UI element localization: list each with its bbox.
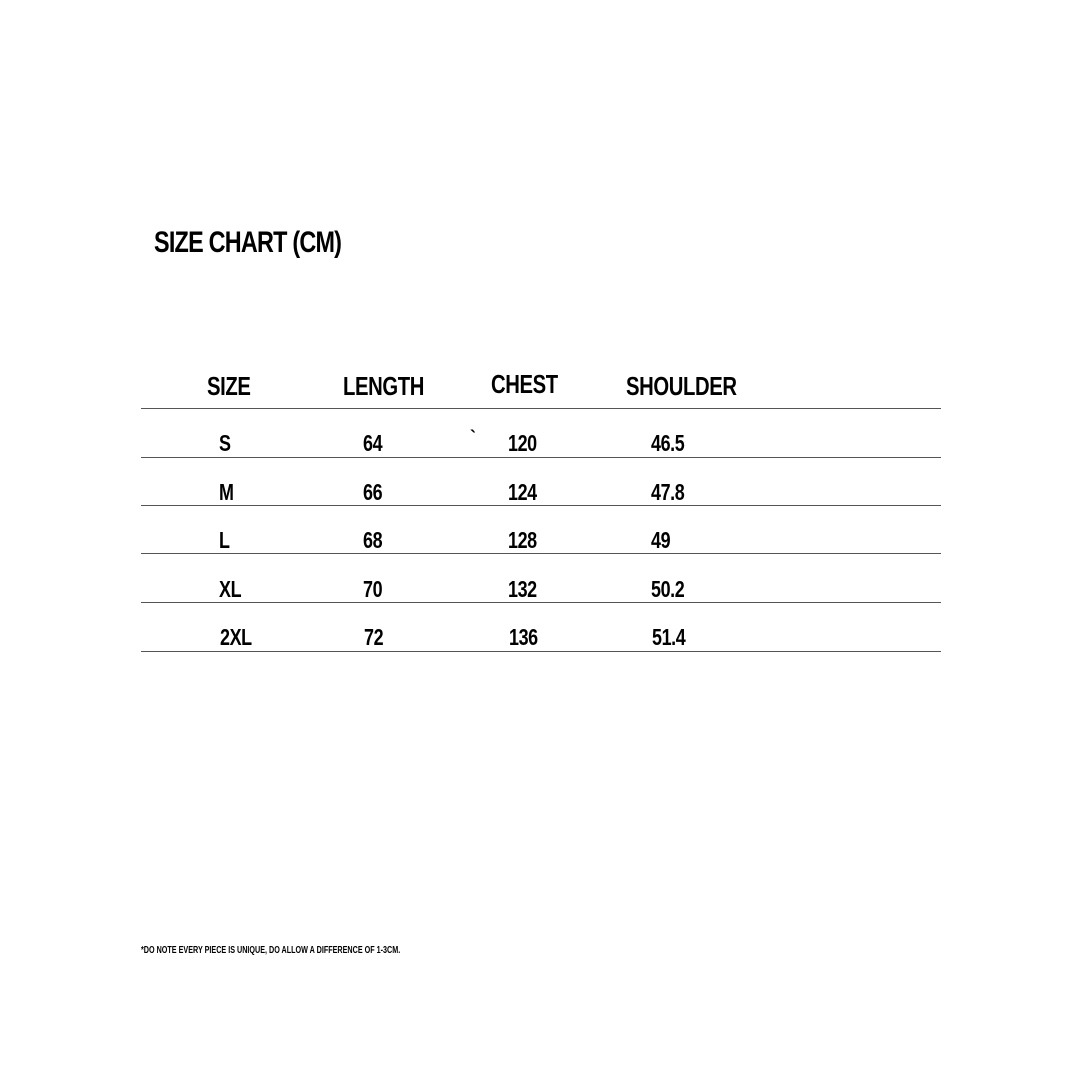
header-chest: CHEST — [491, 369, 558, 399]
table-divider — [141, 505, 941, 506]
row-shoulder: 51.4 — [652, 624, 686, 650]
row-size: XL — [219, 576, 242, 602]
table-divider — [141, 553, 941, 554]
header-size: SIZE — [207, 371, 251, 401]
row-length: 68 — [363, 527, 383, 553]
row-size: 2XL — [220, 624, 252, 650]
footnote: *DO NOTE EVERY PIECE IS UNIQUE, DO ALLOW A DIFFERENCE OF 1-3CM. — [141, 945, 401, 956]
row-shoulder: 46.5 — [651, 430, 685, 456]
stray-mark: ` — [470, 427, 476, 447]
row-size: M — [219, 479, 234, 505]
row-chest: 124 — [508, 479, 537, 505]
row-shoulder: 47.8 — [651, 479, 685, 505]
row-chest: 136 — [509, 624, 538, 650]
header-shoulder: SHOULDER — [626, 371, 737, 401]
table-divider — [141, 457, 941, 458]
row-length: 66 — [363, 479, 383, 505]
table-divider — [141, 651, 941, 652]
table-divider — [141, 602, 941, 603]
row-chest: 132 — [508, 576, 537, 602]
page-title: SIZE CHART (CM) — [154, 226, 342, 259]
header-length: LENGTH — [343, 371, 425, 401]
row-shoulder: 49 — [651, 527, 671, 553]
row-length: 70 — [363, 576, 383, 602]
row-chest: 120 — [508, 430, 537, 456]
row-length: 64 — [363, 430, 383, 456]
row-chest: 128 — [508, 527, 537, 553]
row-size: S — [219, 430, 231, 456]
row-shoulder: 50.2 — [651, 576, 685, 602]
row-size: L — [219, 527, 230, 553]
table-divider — [141, 408, 941, 409]
row-length: 72 — [364, 624, 384, 650]
